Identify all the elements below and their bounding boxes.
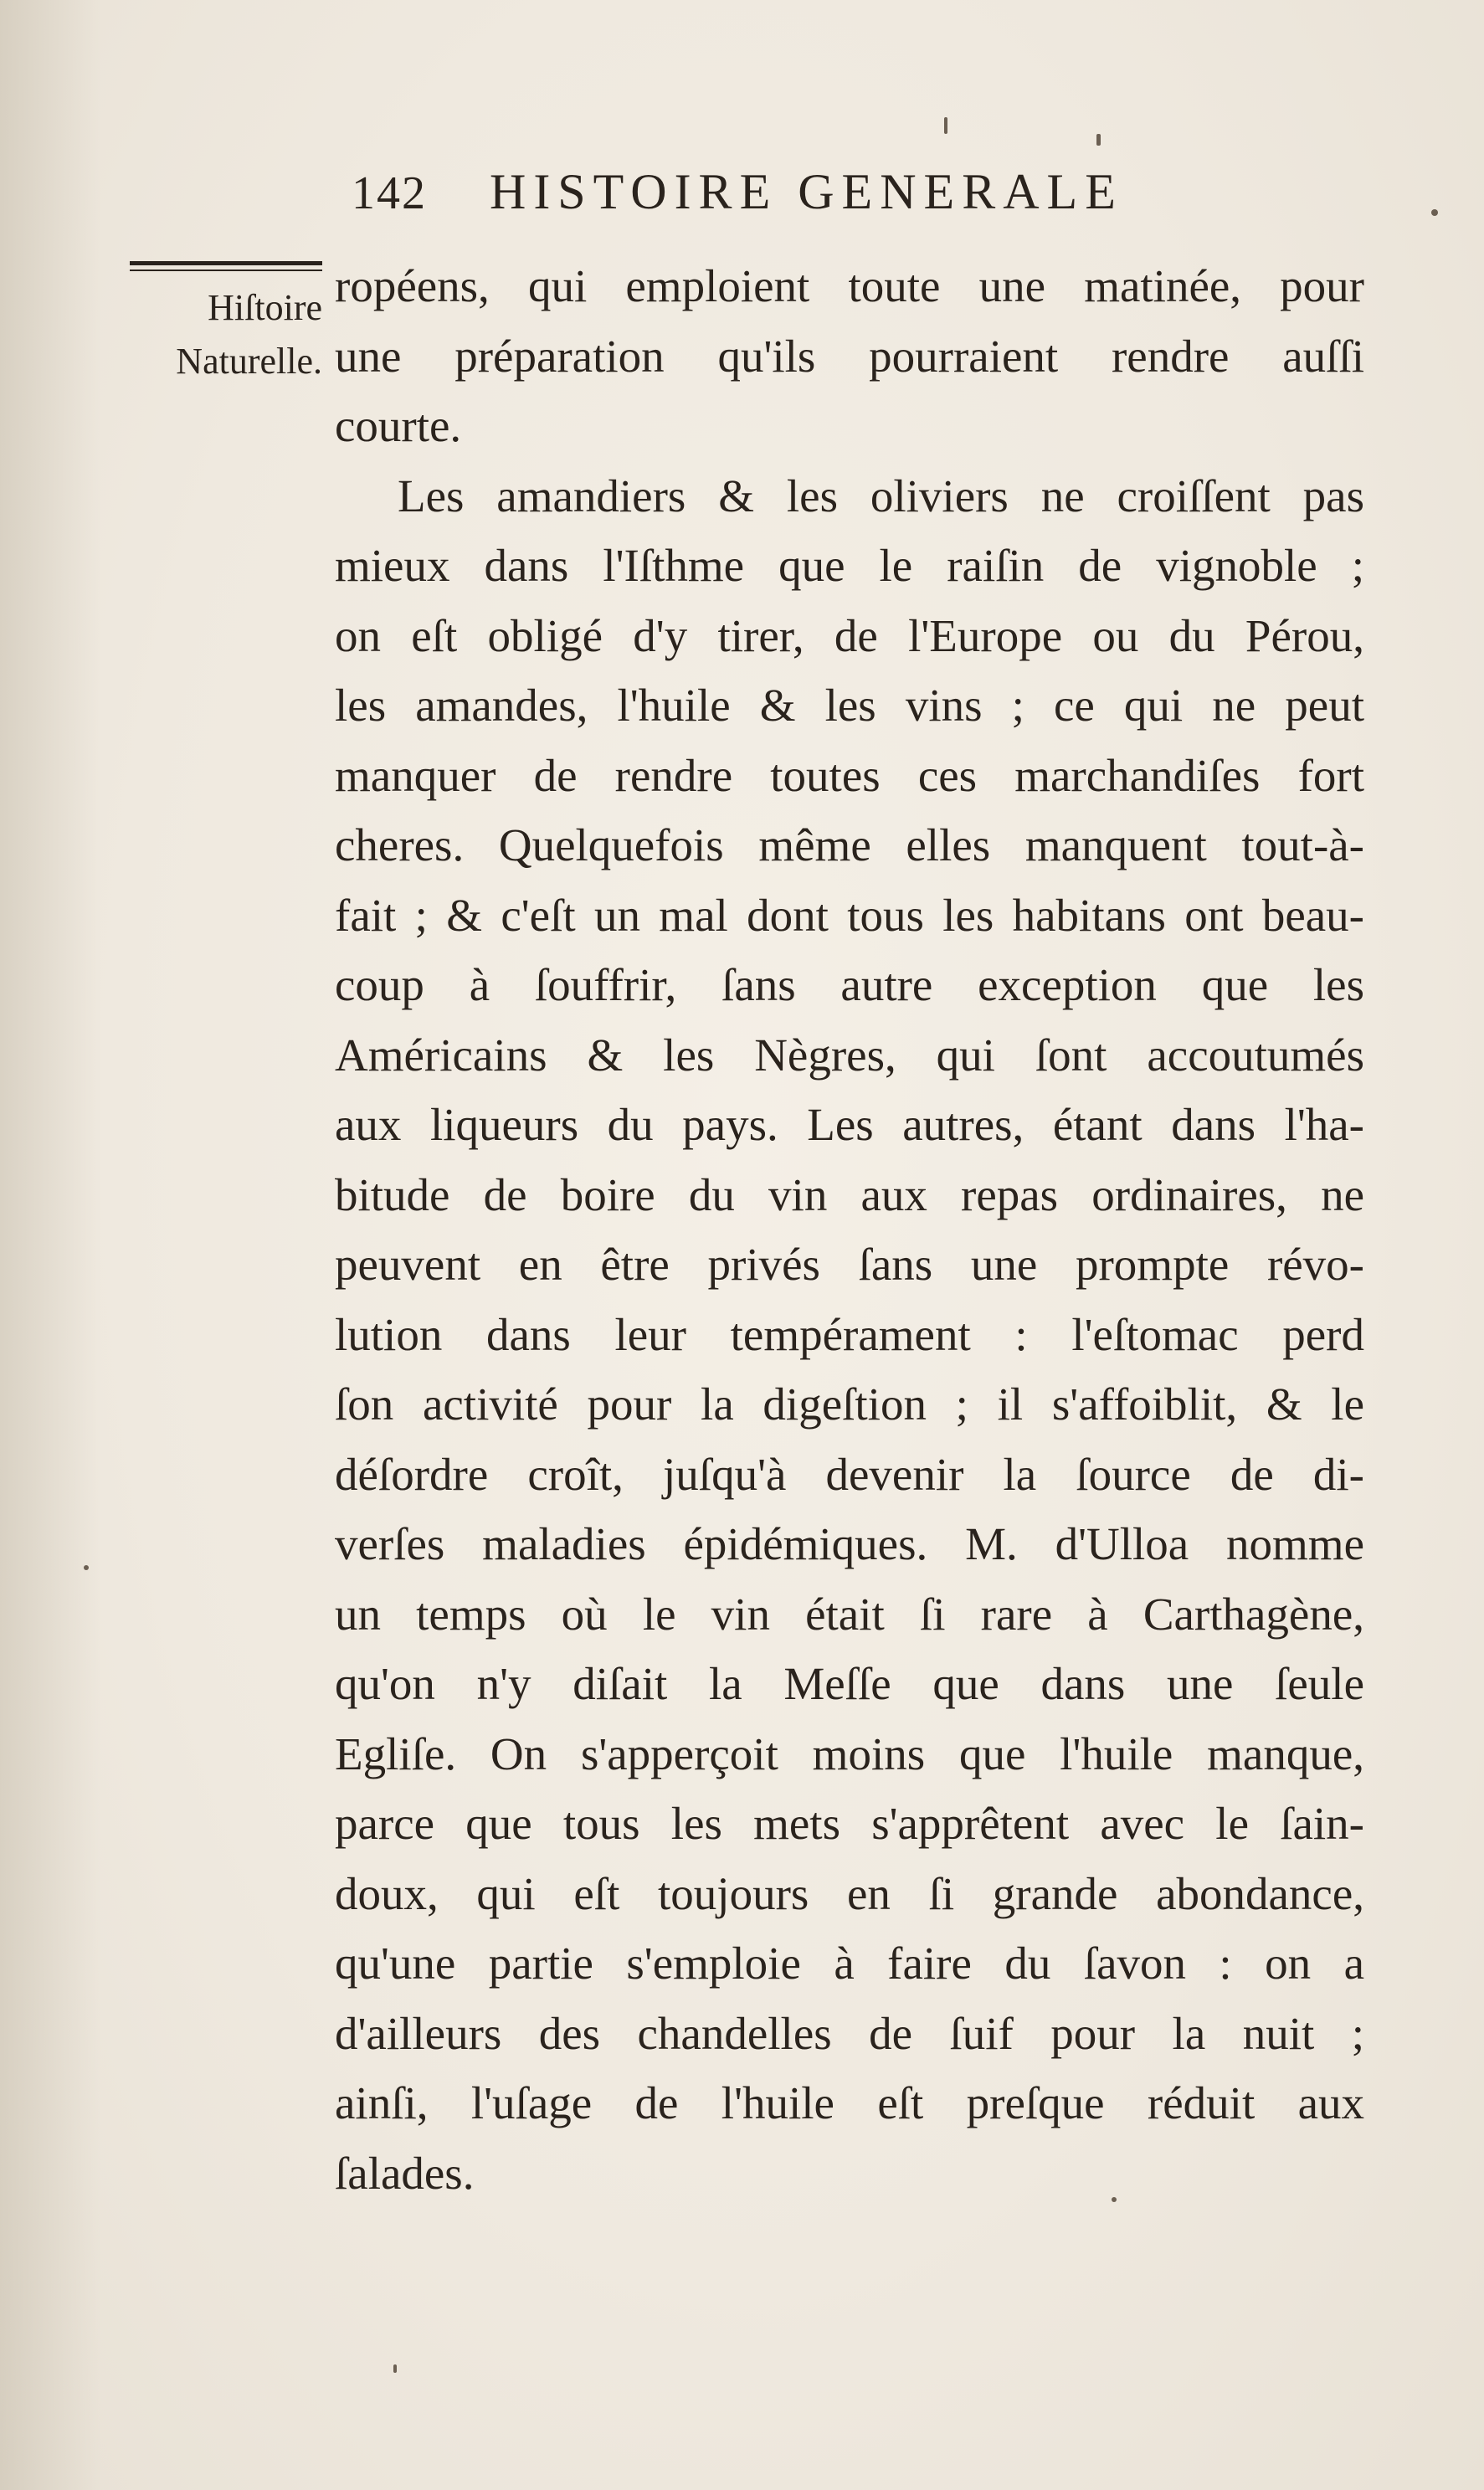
- text-line: une préparation qu'ils pourraient rendre auſſi: [335, 330, 1364, 382]
- text-line: Les amandiers & les oliviers ne croiſſent pas: [398, 470, 1364, 521]
- text-line: cheres. Quelquefois même elles manquent tout-à-: [335, 819, 1364, 870]
- text-line: verſes maladies épidémiques. M. d'Ulloa nomme: [335, 1518, 1364, 1569]
- text-line: on eſt obligé d'y tirer, de l'Europe ou du Pérou,: [335, 609, 1364, 661]
- text-line: fait ; & c'eſt un mal dont tous les habitans ont beau-: [335, 889, 1364, 941]
- text-line: les amandes, l'huile & les vins ; ce qui ne peut: [335, 680, 1364, 731]
- text-line: lution dans leur tempérament : l'eſtomac perd: [335, 1308, 1364, 1360]
- text-line: parce que tous les mets s'apprêtent avec le ſain-: [335, 1798, 1364, 1849]
- text-line: qu'une partie s'emploie à faire du ſavon : on a: [335, 1938, 1364, 1989]
- text-line: déſordre croît, juſqu'à devenir la ſource de di-: [335, 1448, 1364, 1500]
- text-line: peuvent en être privés ſans une prompte révo-: [335, 1239, 1364, 1290]
- text-line: ainſi, l'uſage de l'huile eſt preſque réduit aux: [335, 2077, 1364, 2128]
- text-line: qu'on n'y diſait la Meſſe que dans une ſeule: [335, 1658, 1364, 1709]
- text-line: manquer de rendre toutes ces marchandiſes fort: [335, 749, 1364, 801]
- text-line: coup à ſouffrir, ſans autre exception que les: [335, 959, 1364, 1010]
- running-title: HISTOIRE GENERALE: [490, 164, 1123, 219]
- margin-note-line: Hiſtoire: [208, 287, 322, 328]
- text-line: un temps où le vin était ſi rare à Carthagène,: [335, 1588, 1364, 1640]
- text-line: courte.: [335, 400, 462, 451]
- text-line: ſon activité pour la digeſtion ; il s'affoiblit, & le: [335, 1378, 1364, 1430]
- paragraph: [335, 251, 1364, 461]
- text-line: aux liqueurs du pays. Les autres, étant dans l'ha-: [335, 1099, 1364, 1150]
- paper-speck: [84, 1565, 89, 1570]
- text-line: ſalades.: [335, 2147, 475, 2199]
- text-line: doux, qui eſt toujours en ſi grande abondance,: [335, 1867, 1364, 1919]
- paragraph: [335, 461, 1364, 2209]
- margin-note: [121, 261, 322, 388]
- running-head: [352, 163, 1440, 230]
- paper-speck: [1096, 134, 1101, 146]
- text-line: Américains & les Nègres, qui ſont accoutumés: [335, 1029, 1364, 1081]
- text-line: ropéens, qui emploient toute une matinée, pour: [335, 260, 1364, 311]
- margin-note-line: Naturelle.: [176, 341, 322, 382]
- text-line: bitude de boire du vin aux repas ordinaires, ne: [335, 1168, 1364, 1220]
- page-number: 142: [352, 167, 427, 219]
- text-line: d'ailleurs des chandelles de ſuif pour la nuit ;: [335, 2007, 1364, 2059]
- spine-shadow: [0, 0, 100, 2490]
- text-line: mieux dans l'Iſthme que le raiſin de vignoble ;: [335, 540, 1364, 591]
- text-line: Egliſe. On s'apperçoit moins que l'huile manque,: [335, 1728, 1364, 1779]
- body-text: [335, 251, 1364, 2208]
- paper-speck: [944, 117, 947, 134]
- paper-speck: [393, 2364, 397, 2373]
- margin-rule: [130, 261, 322, 271]
